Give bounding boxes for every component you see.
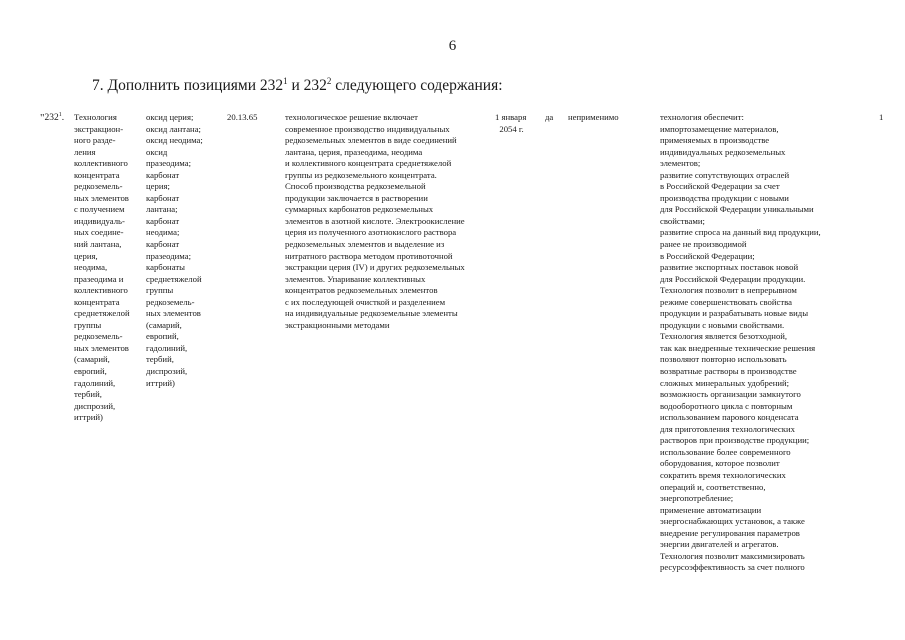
item-number-superscript: 1 [58, 112, 62, 118]
technology-description-cell: технологическое решение включает современное производство индивидуальных редкоземельных элементов в виде соединений лантана, церия, празеодима, неодима и коллективного концентрата среднетяжелой группы из редкоземельного концентрата. Способ производства редкоземельной продукции заключается в растворении суммарных карбонатов редкоземельных элементов в азотной кислоте. Электроокисление церия из полученного азотнокислого раствора редкоземельных элементов и выделение из нитратного раствора методом противоточной экстракции церия (IV) и других редкоземельных элементов. Упаривание коллективных концентратов редкоземельных элементов с их последующей очисткой и разделением на индивидуальные редкоземельные элементы экстракционными методами [285, 112, 465, 330]
page-number: 6 [448, 38, 457, 54]
item-number-dot: . [61, 113, 65, 123]
section-heading [92, 76, 503, 95]
flag-cell: да [545, 112, 554, 122]
heading-prefix: 7. Дополнить позициями 232 [92, 77, 284, 94]
expected-effects-cell: технология обеспечит: импортозамещение материалов, применяемых в производстве индивидуальных редкоземельных элементов; развитие сопутствующих отраслей в Российской Федерации за счет производства продукции с новыми для Российской Федерации уникальными свойствами; развитие спроса на данный вид продукции, ранее не производимой в Российской Федерации; развитие экспортных поставок новой для Российской Федерации продукции. Технология позволит в непрерывном режиме совершенствовать свойства продукции и разрабатывать новые виды продукции с новыми свойствами. Технология является безотходной, так как внедренные технические решения позволяют повторно использовать возвратные растворы в производстве сложных минеральных удобрений; возможность организации замкнутого водооборотного цикла с повторным использованием парового конденсата для приготовления технологических растворов при производстве продукции; использование более современного оборудования, которое позволит сократить время технологических операций и, соответственно, энергопотребление; применение автоматизации энергоснабжающих установок, а также внедрение регулирования параметров энергии двигателей и агрегатов. Технология позволит максимизировать ресурсоэффективность за счет полного [660, 112, 821, 573]
technology-name-cell: Технология экстракцион- ного разде- ления коллективного концентрата редкоземель- ных элементов с получением индивидуаль- ных соедине- ний лантана, церия, неодима, празеодима и коллективного концентрата среднетяжелой группы редкоземель- ных элементов (самарий, европий, гадолиний, тербий, диспрозий, иттрий) [74, 112, 130, 423]
item-number-base: 232 [44, 113, 59, 123]
last-column-cell: 1 [879, 112, 884, 122]
heading-superscript-1: 1 [283, 76, 288, 86]
item-number [40, 110, 64, 125]
products-cell: оксид церия; оксид лантана; оксид неодима; оксид празеодима; карбонат церия; карбонат лантана; карбонат неодима; карбонат празеодима; карбонаты среднетяжелой группы редкоземель- ных элементов (самарий, европий, гадолиний, тербий, диспрозий, иттрий) [146, 112, 203, 388]
heading-middle: и 232 [287, 77, 327, 94]
heading-suffix: следующего содержания: [331, 77, 503, 94]
applicability-cell: неприменимо [568, 112, 619, 122]
okpd-code-cell: 20.13.65 [227, 112, 258, 122]
heading-superscript-2: 2 [326, 76, 332, 86]
opening-quote: " [40, 112, 45, 124]
deadline-date-cell: 1 января 2054 г. [495, 112, 527, 134]
